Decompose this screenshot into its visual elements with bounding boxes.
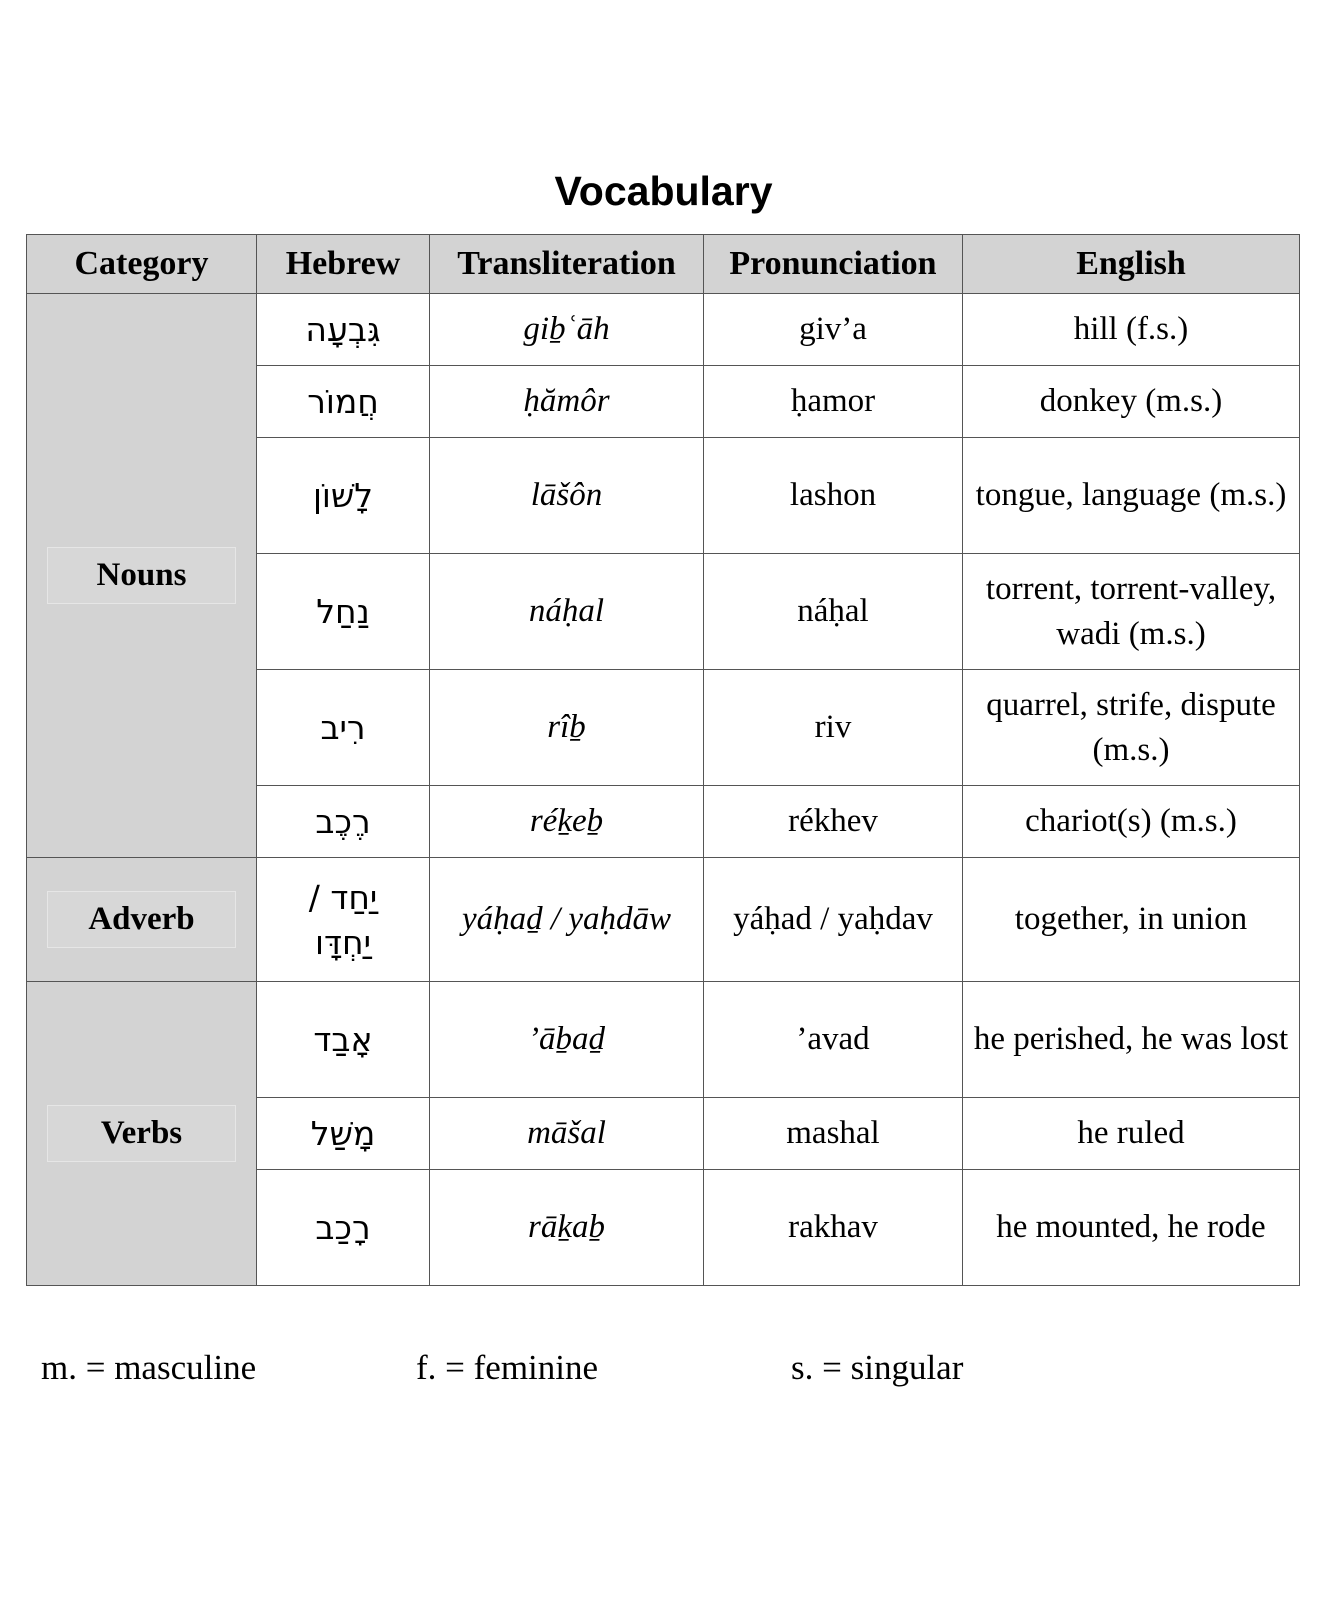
english-cell: torrent, torrent-valley, wadi (m.s.) (963, 554, 1300, 670)
table-row (27, 294, 1300, 366)
category-nouns (27, 294, 257, 858)
table-row (27, 858, 1300, 982)
english-cell: hill (f.s.) (963, 294, 1300, 366)
vocabulary-table (26, 234, 1300, 1286)
hebrew-cell: לָשׁוֹן (257, 438, 430, 554)
category-label: Adverb (47, 891, 236, 948)
hebrew-cell: יַחַד / יַחְדָּו (257, 858, 430, 982)
category-label: Nouns (47, 547, 236, 604)
english-cell: chariot(s) (m.s.) (963, 786, 1300, 858)
table-row (27, 982, 1300, 1098)
hebrew-cell: חֲמוֹר (257, 366, 430, 438)
transliteration-cell: yáḥaḏ / yaḥdāw (430, 858, 704, 982)
english-cell: tongue, language (m.s.) (963, 438, 1300, 554)
transliteration-cell: ḥămôr (430, 366, 704, 438)
transliteration-cell: māšal (430, 1098, 704, 1170)
english-cell: donkey (m.s.) (963, 366, 1300, 438)
pronunciation-cell: ḥamor (704, 366, 963, 438)
hebrew-cell: רֶכֶב (257, 786, 430, 858)
transliteration-cell: rāḵaḇ (430, 1170, 704, 1286)
header-pronunciation: Pronunciation (704, 235, 963, 294)
footnote-feminine: f. = feminine (416, 1348, 599, 1387)
hebrew-cell: גִּבְעָה (257, 294, 430, 366)
transliteration-cell: ’āḇaḏ (430, 982, 704, 1098)
header-category: Category (27, 235, 257, 294)
header-row (27, 235, 1300, 294)
hebrew-cell: רִיב (257, 670, 430, 786)
english-cell: together, in union (963, 858, 1300, 982)
hebrew-cell: נַחַל (257, 554, 430, 670)
header-transliteration: Transliteration (430, 235, 704, 294)
pronunciation-cell: mashal (704, 1098, 963, 1170)
page-title: Vocabulary (554, 168, 773, 214)
hebrew-cell: רָכַב (257, 1170, 430, 1286)
header-hebrew: Hebrew (257, 235, 430, 294)
footnote-masculine: m. = masculine (41, 1348, 257, 1387)
pronunciation-cell: riv (704, 670, 963, 786)
footnote-singular: s. = singular (791, 1348, 964, 1387)
pronunciation-cell: lashon (704, 438, 963, 554)
transliteration-cell: náḥal (430, 554, 704, 670)
pronunciation-cell: giv’a (704, 294, 963, 366)
transliteration-cell: rîḇ (430, 670, 704, 786)
category-adverb (27, 858, 257, 982)
transliteration-cell: giḇʿāh (430, 294, 704, 366)
abbreviation-legend (41, 1348, 1241, 1392)
english-cell: he ruled (963, 1098, 1300, 1170)
hebrew-cell: אָבַד (257, 982, 430, 1098)
category-verbs (27, 982, 257, 1286)
transliteration-cell: réḵeḇ (430, 786, 704, 858)
english-cell: he perished, he was lost (963, 982, 1300, 1098)
category-label: Verbs (47, 1105, 236, 1162)
english-cell: he mounted, he rode (963, 1170, 1300, 1286)
pronunciation-cell: rakhav (704, 1170, 963, 1286)
english-cell: quarrel, strife, dispute (m.s.) (963, 670, 1300, 786)
pronunciation-cell: ’avad (704, 982, 963, 1098)
header-english: English (963, 235, 1300, 294)
transliteration-cell: lāšôn (430, 438, 704, 554)
pronunciation-cell: rékhev (704, 786, 963, 858)
pronunciation-cell: náḥal (704, 554, 963, 670)
pronunciation-cell: yáḥad / yaḥdav (704, 858, 963, 982)
hebrew-cell: מָשַׁל (257, 1098, 430, 1170)
